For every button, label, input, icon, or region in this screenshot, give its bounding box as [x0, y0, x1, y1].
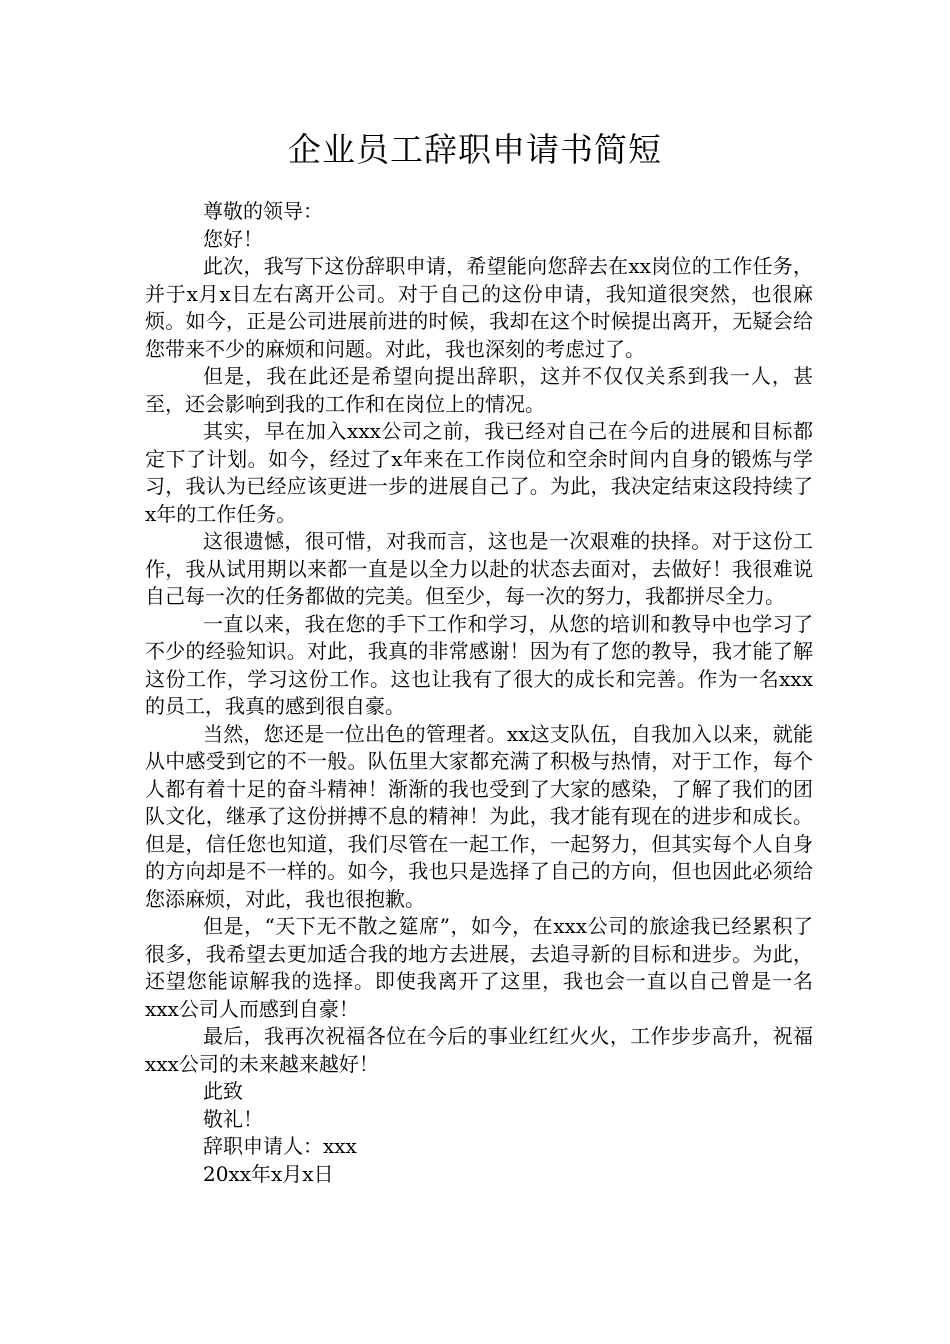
paragraph: 一直以来，我在您的手下工作和学习，从您的培训和教导中也学习了不少的经验知识。对此，我真的非常感谢！因为有了您的教导，我才能了解这份工作，学习这份工作。这也让我有了很大的成长和完善。作为一名xxx的员工，我真的感到很自豪。	[145, 611, 813, 718]
document-title: 企业员工辞职申请书简短	[288, 130, 662, 169]
greeting: 您好！	[203, 226, 263, 251]
salutation: 尊敬的领导：	[203, 199, 323, 223]
signature: 辞职申请人：xxx	[203, 1134, 357, 1158]
paragraph: 此次，我写下这份辞职申请，希望能向您辞去在xx岗位的工作任务，并于x月x日左右离开公司。对于自己的这份申请，我知道很突然，也很麻烦。如今，正是公司进展前进的时候，我却在这个时候提出离开，无疑会给您带来不少的麻烦和问题。对此，我也深刻的考虑过了。	[145, 254, 813, 361]
paragraph: 当然，您还是一位出色的管理者。xx这支队伍，自我加入以来，就能从中感受到它的不一般。队伍里大家都充满了积极与热情，对于工作，每个人都有着十足的奋斗精神！渐渐的我也受到了大家的感染，了解了我们的团队文化，继承了这份拼搏不息的精神！为此，我才能有现在的进步和成长。但是，信任您也知道，我们尽管在一起工作，一起努力，但其实每个人自身的方向却是不一样的。如今，我也只是选择了自己的方向，但也因此必须给您添麻烦，对此，我也很抱歉。	[145, 721, 813, 911]
paragraph: 但是，“天下无不散之筵席”，如今，在xxx公司的旅途我已经累积了很多，我希望去更加适合我的地方去进展，去追寻新的目标和进步。为此，还望您能谅解我的选择。即使我离开了这里，我也会一直以自己曾是一名xxx公司人而感到自豪！	[145, 914, 813, 1021]
regards: 敬礼！	[203, 1106, 263, 1131]
paragraph: 但是，我在此还是希望向提出辞职，这并不仅仅关系到我一人，甚至，还会影响到我的工作和在岗位上的情况。	[145, 364, 813, 416]
paragraph: 这很遗憾，很可惜，对我而言，这也是一次艰难的抉择。对于这份工作，我从试用期以来都一直是以全力以赴的状态去面对，去做好！我很难说自己每一次的任务都做的完美。但至少，每一次的努力，我都拼尽全力。	[145, 529, 813, 608]
paragraph: 最后，我再次祝福各位在今后的事业红红火火，工作步步高升，祝福xxx公司的未来越来越好！	[145, 1024, 813, 1076]
closing: 此致	[203, 1079, 243, 1103]
letter-body	[145, 198, 813, 1188]
paragraph: 其实，早在加入xxx公司之前，我已经对自己在今后的进展和目标都定下了计划。如今，经过了x年来在工作岗位和空余时间内自身的锻炼与学习，我认为已经应该更进一步的进展自己了。为此，我决定结束这段持续了x年的工作任务。	[145, 419, 813, 526]
date: 20xx年x月x日	[203, 1161, 334, 1186]
